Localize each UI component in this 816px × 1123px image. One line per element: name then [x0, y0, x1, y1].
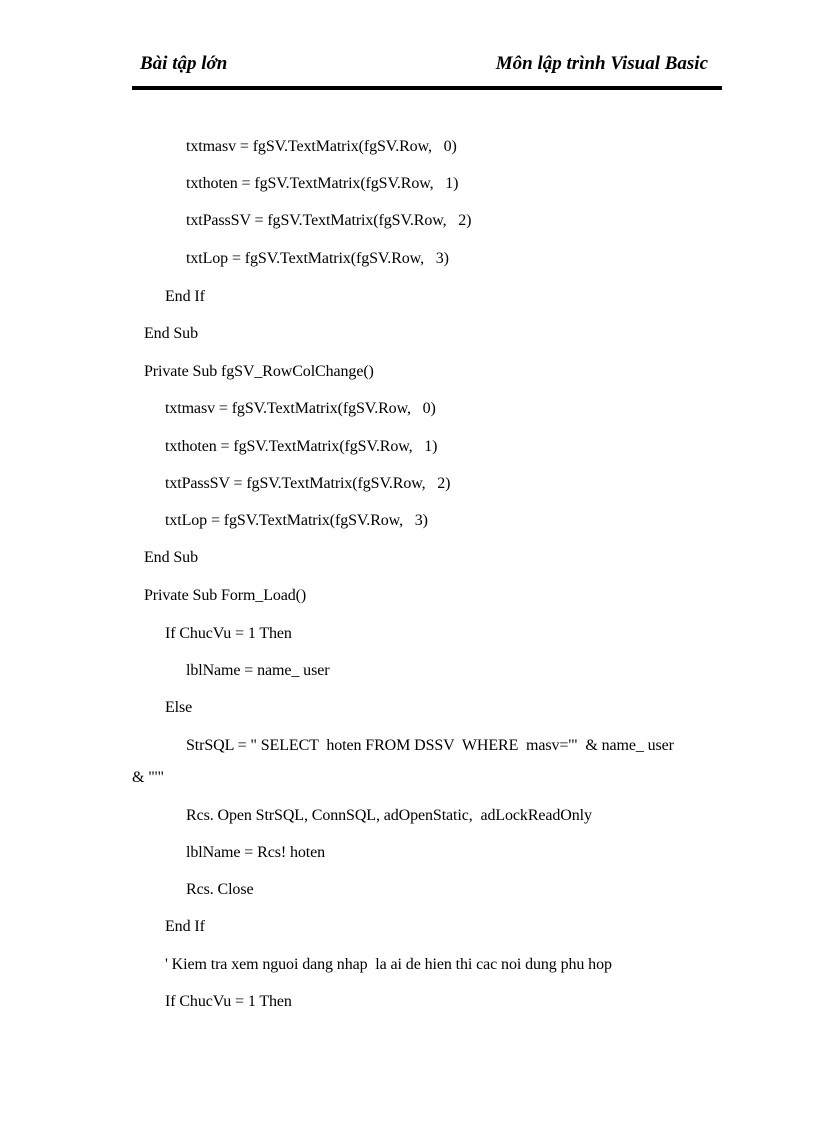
code-line: & "'"	[132, 769, 164, 786]
code-line: Rcs. Open StrSQL, ConnSQL, adOpenStatic, adLockReadOnly	[186, 807, 592, 824]
code-line: StrSQL = " SELECT hoten FROM DSSV WHERE masv='" & name_ user	[186, 737, 674, 754]
code-line: End Sub	[144, 325, 198, 342]
code-line: txtPassSV = fgSV.TextMatrix(fgSV.Row, 2)	[165, 475, 451, 492]
code-line: txtmasv = fgSV.TextMatrix(fgSV.Row, 0)	[165, 400, 436, 417]
code-line: End Sub	[144, 549, 198, 566]
code-line: Else	[165, 699, 193, 716]
code-line: Private Sub Form_Load()	[144, 587, 307, 604]
code-line: Private Sub fgSV_RowColChange()	[144, 363, 374, 380]
code-line: If ChucVu = 1 Then	[165, 625, 292, 642]
code-line: ' Kiem tra xem nguoi dang nhap la ai de hien thi cac noi dung phu hop	[165, 956, 612, 973]
code-line: txtmasv = fgSV.TextMatrix(fgSV.Row, 0)	[186, 138, 457, 155]
header-right-title: Môn lập trình Visual Basic	[495, 53, 708, 74]
code-line: txtLop = fgSV.TextMatrix(fgSV.Row, 3)	[186, 250, 449, 267]
code-line: End If	[165, 918, 205, 935]
code-line: lblName = name_ user	[186, 662, 330, 679]
code-line: txthoten = fgSV.TextMatrix(fgSV.Row, 1)	[165, 438, 438, 455]
code-line: lblName = Rcs! hoten	[186, 844, 325, 861]
code-line: txtPassSV = fgSV.TextMatrix(fgSV.Row, 2)	[186, 212, 472, 229]
code-line: txthoten = fgSV.TextMatrix(fgSV.Row, 1)	[186, 175, 459, 192]
code-line: If ChucVu = 1 Then	[165, 993, 292, 1010]
code-line: txtLop = fgSV.TextMatrix(fgSV.Row, 3)	[165, 512, 428, 529]
header-left-title: Bài tập lớn	[140, 53, 228, 74]
code-line: End If	[165, 288, 205, 305]
header-divider	[132, 86, 722, 90]
code-line: Rcs. Close	[186, 881, 254, 898]
